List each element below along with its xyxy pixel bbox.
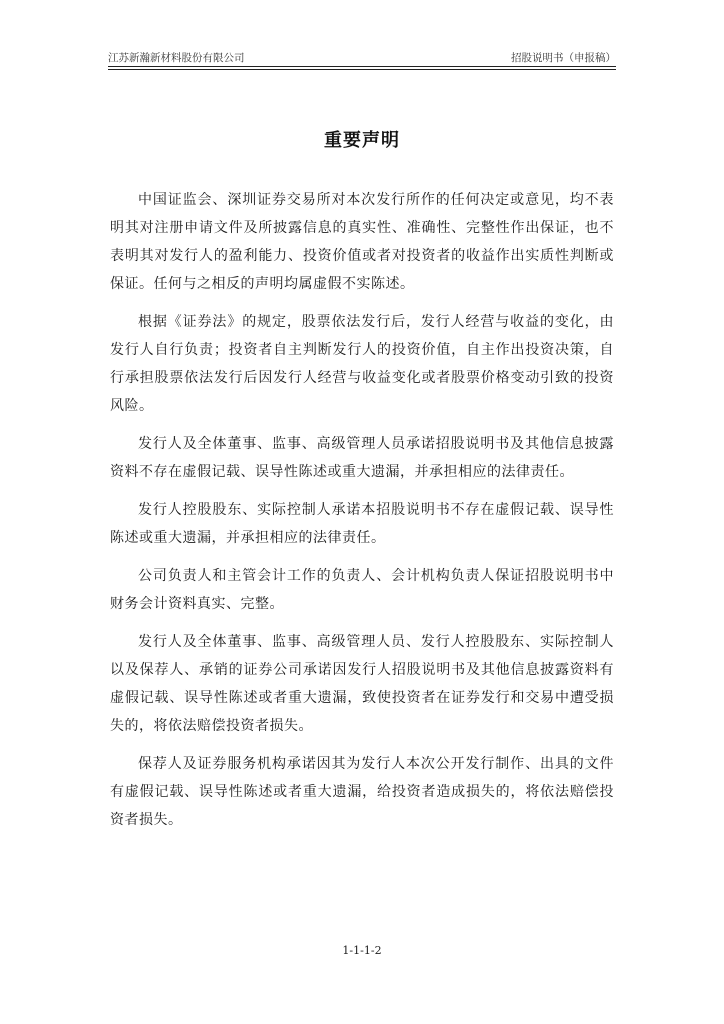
statement-paragraph-7: 保荐人及证券服务机构承诺因其为发行人本次公开发行制作、出具的文件有虚假记载、误导性陈述或者重大遗漏，给投资者造成损失的，将依法赔偿投资者损失。 <box>110 756 614 828</box>
header-rule-thick <box>108 66 616 67</box>
header-document-type: 招股说明书（申报稿） <box>511 52 616 64</box>
statement-paragraph-4: 发行人控股股东、实际控制人承诺本招股说明书不存在虚假记载、误导性陈述或重大遗漏，并承担相应的法律责任。 <box>110 502 614 546</box>
statement-paragraph-3: 发行人及全体董事、监事、高级管理人员承诺招股说明书及其他信息披露资料不存在虚假记载、误导性陈述或重大遗漏，并承担相应的法律责任。 <box>110 436 614 480</box>
statement-body <box>110 186 614 844</box>
page-title: 重要声明 <box>324 130 400 151</box>
page-number: 1-1-1-2 <box>342 944 382 957</box>
statement-paragraph-5: 公司负责人和主管会计工作的负责人、会计机构负责人保证招股说明书中财务会计资料真实、完整。 <box>110 568 614 612</box>
page-header <box>108 50 616 66</box>
statement-paragraph-2: 根据《证券法》的规定，股票依法发行后，发行人经营与收益的变化，由发行人自行负责；投资者自主判断发行人的投资价值，自主作出投资决策，自行承担股票依法发行后因发行人经营与收益变化或者股票价格变动引致的投资风险。 <box>110 314 614 414</box>
header-rule-thin <box>108 69 616 70</box>
statement-paragraph-6: 发行人及全体董事、监事、高级管理人员、发行人控股股东、实际控制人以及保荐人、承销的证券公司承诺因发行人招股说明书及其他信息披露资料有虚假记载、误导性陈述或者重大遗漏，致使投资者在证券发行和交易中遭受损失的，将依法赔偿投资者损失。 <box>110 634 614 734</box>
header-company-name: 江苏新瀚新材料股份有限公司 <box>108 52 245 64</box>
statement-paragraph-1: 中国证监会、深圳证券交易所对本次发行所作的任何决定或意见，均不表明其对注册申请文件及所披露信息的真实性、准确性、完整性作出保证，也不表明其对发行人的盈利能力、投资价值或者对投资者的收益作出实质性判断或保证。任何与之相反的声明均属虚假不实陈述。 <box>110 192 614 292</box>
